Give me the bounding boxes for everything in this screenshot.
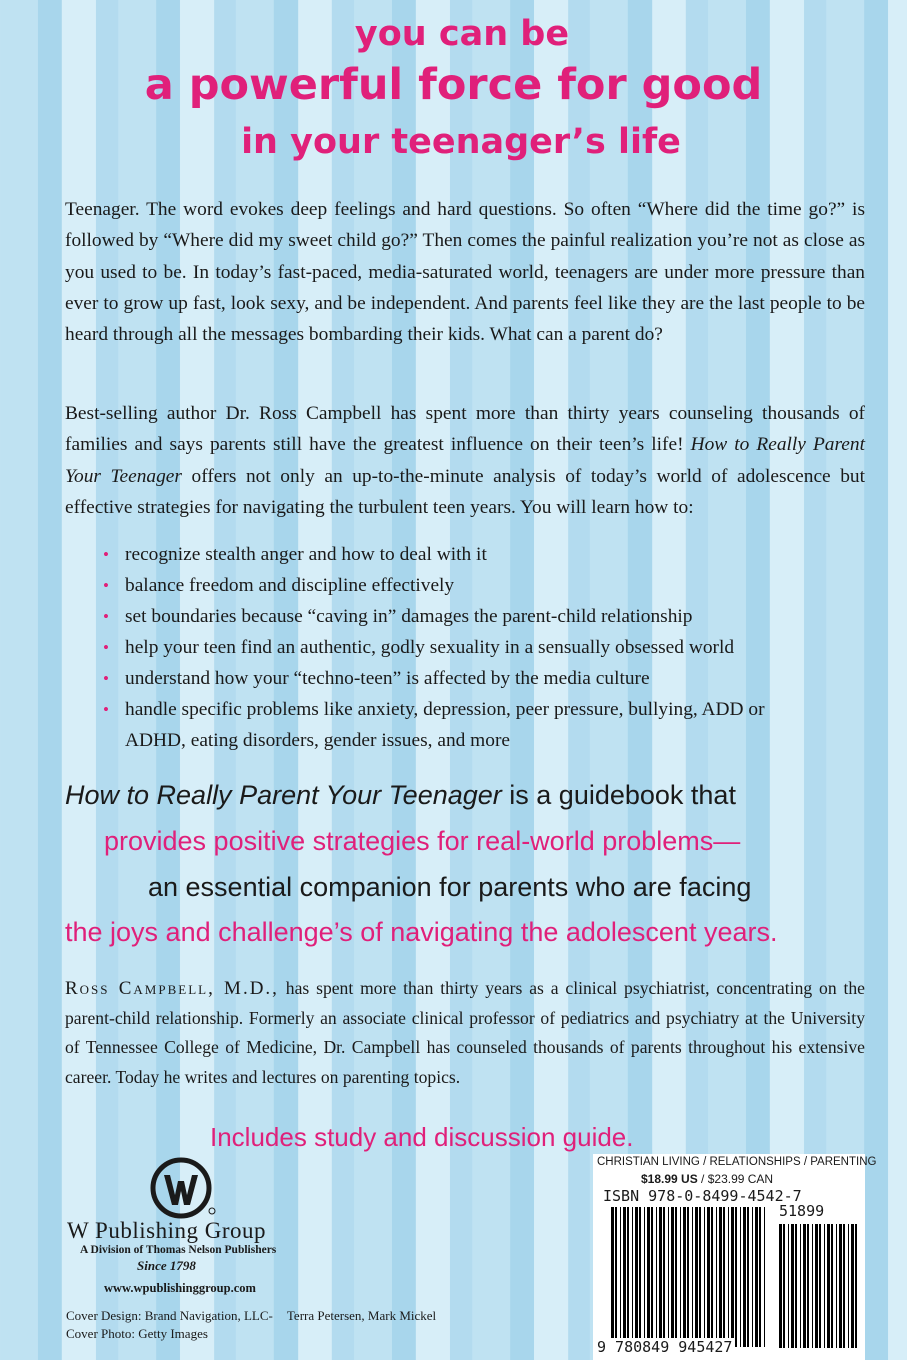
list-item [103, 570, 823, 601]
barcode-main-icon [611, 1207, 767, 1347]
list-item [103, 663, 823, 694]
barcode-bar [627, 1207, 629, 1347]
price-can: / $23.99 CAN [697, 1172, 774, 1186]
bullet-dot: • [103, 607, 109, 626]
barcode-bar [639, 1207, 641, 1347]
barcode-bar [704, 1207, 705, 1347]
author-para-start: Best-selling author Dr. Ross Campbell has spent more than thirty years counseling thousands of families and says parents still have the greatest influence on their teen’s life! [65, 403, 865, 456]
barcode-bar [795, 1224, 797, 1348]
publisher-division: A Division of Thomas Nelson Publishers [80, 1244, 277, 1256]
barcode-bar [651, 1207, 653, 1347]
barcode-bar [752, 1207, 753, 1347]
barcode-digits: 9 780849 945427 [597, 1338, 733, 1356]
author-para-end: offers not only an up-to-the-minute analysis of today’s world of adolescence but effective strategies for navigating the turbulent teen years. You will learn how to: [65, 465, 865, 518]
list-item [103, 694, 823, 756]
cover-design-credit [66, 1308, 436, 1324]
barcode-price [641, 1172, 773, 1186]
bullet-dot: • [103, 576, 109, 595]
barcode-supplement-icon [779, 1224, 859, 1348]
author-paragraph [65, 398, 865, 523]
barcode-bar [800, 1224, 801, 1348]
barcode-bar [791, 1224, 794, 1348]
barcode-bar [695, 1207, 698, 1347]
headline-line-2: a powerful force for good [144, 60, 763, 110]
author-name: Ross Campbell, M.D., [65, 978, 279, 999]
bullet-text: set boundaries because “caving in” damages the parent-child relationship [125, 606, 693, 627]
publisher-since: Since 1798 [137, 1258, 196, 1273]
barcode-bar [855, 1224, 857, 1348]
barcode-bar [668, 1207, 669, 1347]
cover-design-names: Terra Petersen, Mark Mickel [286, 1308, 437, 1323]
barcode-bar [635, 1207, 638, 1347]
barcode-bar [687, 1207, 689, 1347]
barcode-bar [788, 1224, 789, 1348]
bullet-text: understand how your “techno-teen” is affected by the media culture [125, 668, 650, 689]
barcode-bar [815, 1224, 818, 1348]
barcode-bar [692, 1207, 693, 1347]
barcode-bar [615, 1207, 617, 1347]
bullet-list [103, 539, 823, 756]
barcode-bar [812, 1224, 813, 1348]
barcode-supplement-number: 51899 [779, 1202, 825, 1220]
bullet-dot: • [103, 669, 109, 688]
barcode-bar [663, 1207, 665, 1347]
barcode-bar [824, 1224, 825, 1348]
barcode-category: CHRISTIAN LIVING / RELATIONSHIPS / PARENTING [597, 1156, 877, 1168]
tagline-line-1-rest: is a guidebook that [501, 780, 736, 810]
publisher-logo-icon [150, 1155, 216, 1221]
bullet-text: recognize stealth anger and how to deal with it [125, 544, 487, 565]
barcode-bar [699, 1207, 701, 1347]
bullet-text: balance freedom and discipline effectively [125, 575, 455, 596]
tagline-line-1 [65, 780, 736, 811]
barcode-bar [851, 1224, 854, 1348]
list-item [103, 601, 823, 632]
price-us: $18.99 US [641, 1172, 698, 1186]
intro-paragraph: Teenager. The word evokes deep feelings and hard questions. So often “Where did the time go?” is followed by “Where did my sweet child go?” Then comes the painful realization you’re not as close as you used to be. In today’s fast-paced, media-saturated world, teenagers are under more pressure than ever to grow up fast, look sexy, and be independent. And parents feel like they are the last people to be heard through all the messages bombarding their kids. What can a parent do? [65, 199, 865, 346]
barcode-bar [807, 1224, 809, 1348]
barcode-bar [740, 1207, 741, 1347]
cover-design-label: Cover Design: Brand Navigation, LLC- [66, 1308, 273, 1323]
tagline-line-3: an essential companion for parents who are facing [148, 872, 752, 902]
barcode-bar [827, 1224, 830, 1348]
list-item [103, 632, 823, 663]
tagline-book-title: How to Really Parent Your Teenager [65, 780, 502, 810]
barcode-bar [836, 1224, 837, 1348]
bullet-text: handle specific problems like anxiety, depression, peer pressure, bullying, ADD or ADHD, eating disorders, gender issues, and more [125, 699, 765, 751]
barcode-bar [671, 1207, 674, 1347]
barcode-bar [711, 1207, 713, 1347]
bio-text: has spent more than thirty years as a clinical psychiatrist, concentrating on the parent-child relationship. Formerly an associate clinical professor of pediatrics and psychiatry at the University of Tennessee College of Medicine, Dr. Campbell has counseled thousands of parents throughout his extensive career. Today he writes and lectures on parenting topics. [65, 978, 865, 1087]
barcode-bar [743, 1207, 746, 1347]
tagline-line-2: provides positive strategies for real-world problems— [104, 826, 741, 856]
barcode-bar [755, 1207, 758, 1347]
book-title: How to Really Parent Your Teenager [65, 434, 865, 487]
author-bio [65, 974, 865, 1092]
list-item [103, 539, 823, 570]
barcode-bar [680, 1207, 681, 1347]
barcode-panel [593, 1154, 877, 1360]
barcode-bar [783, 1224, 785, 1348]
bullet-text: help your teen find an authentic, godly sexuality in a sensually obsessed world [125, 637, 735, 658]
headline-line-3: in your teenager’s life [241, 122, 681, 162]
barcode-bar [707, 1207, 710, 1347]
barcode-bar [656, 1207, 657, 1347]
barcode-bar [839, 1224, 842, 1348]
barcode-bar [723, 1207, 725, 1347]
study-guide-note: Includes study and discussion guide. [210, 1122, 634, 1152]
barcode-bar [675, 1207, 677, 1347]
barcode-bar [611, 1207, 614, 1347]
barcode-bar [848, 1224, 849, 1348]
barcode-bar [623, 1207, 626, 1347]
barcode-bar [779, 1224, 782, 1348]
barcode-bar [735, 1207, 737, 1347]
barcode-bar [632, 1207, 633, 1347]
barcode-bar [728, 1207, 729, 1347]
cover-photo-credit: Cover Photo: Getty Images [66, 1326, 208, 1341]
barcode-bar [831, 1224, 833, 1348]
barcode-bar [747, 1207, 749, 1347]
barcode-bar [803, 1224, 806, 1348]
barcode-bar [819, 1224, 821, 1348]
barcode-bar [719, 1207, 722, 1347]
bullet-dot: • [103, 638, 109, 657]
barcode-bar [843, 1224, 845, 1348]
barcode-bar [764, 1207, 765, 1347]
barcode-bar [683, 1207, 686, 1347]
barcode-bar [659, 1207, 662, 1347]
barcode-bar [647, 1207, 650, 1347]
bullet-dot: • [103, 700, 109, 719]
barcode-bar [620, 1207, 621, 1347]
publisher-url: www.wpublishinggroup.com [104, 1281, 256, 1295]
barcode-bar [759, 1207, 761, 1347]
barcode-bar [644, 1207, 645, 1347]
publisher-name: W Publishing Group [67, 1218, 266, 1243]
barcode-isbn: ISBN 978-0-8499-4542-7 [603, 1187, 802, 1205]
headline-line-1: you can be [354, 14, 570, 54]
barcode-bar [731, 1207, 734, 1347]
barcode-bar [716, 1207, 717, 1347]
bullet-dot: • [103, 545, 109, 564]
tagline-line-4: the joys and challenge’s of navigating the adolescent years. [65, 917, 778, 947]
